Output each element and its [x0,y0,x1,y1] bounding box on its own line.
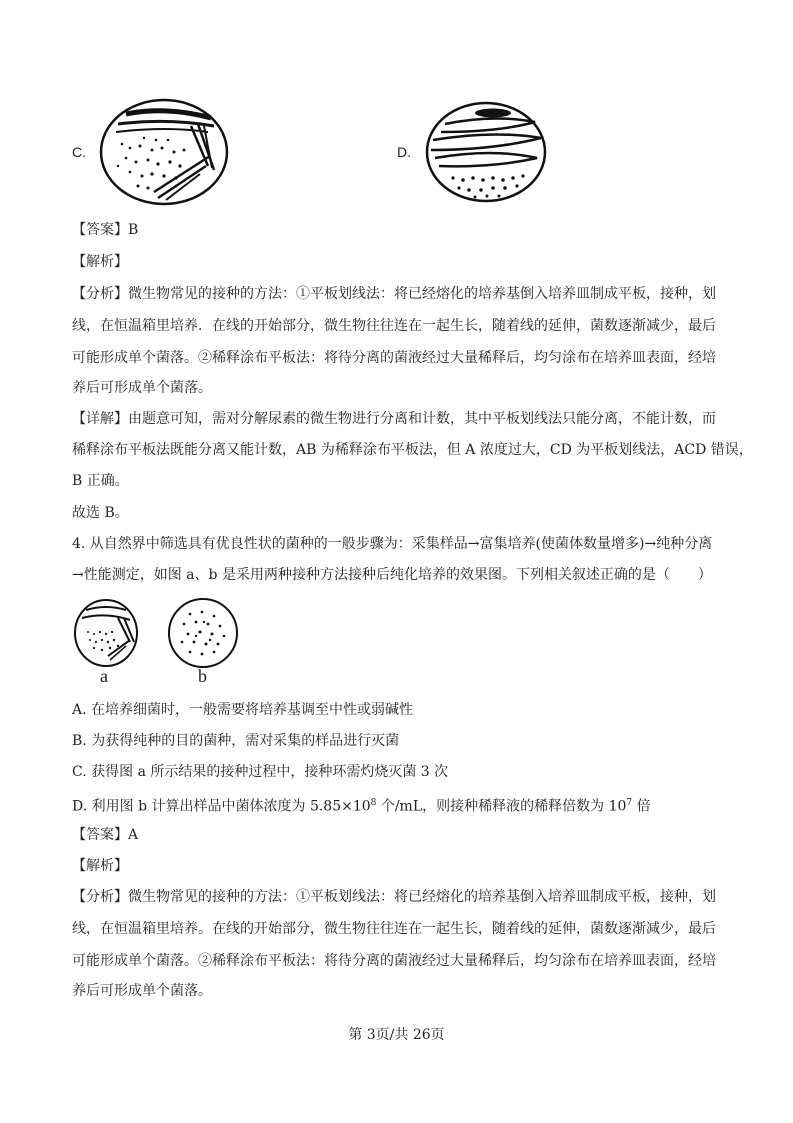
option-c-label: C. [72,144,86,160]
option-d-plate-figure [423,100,553,210]
q4-analysis-line: 养后可形成单个菌落。 [72,983,212,999]
q4-option-d-exponent-2: 7 [626,798,633,808]
q4-option-c: C. 获得图 a 所示结果的接种过程中，接种环需灼烧灭菌 3 次 [72,764,449,780]
q4-analysis-line: 可能形成单个菌落。②稀释涂布平板法：将待分离的菌液经过大量稀释后，均匀涂布在培养皿表面，经培 [72,953,716,969]
q4-option-d [72,793,651,817]
q3-analysis-line: 可能形成单个菌落。②稀释涂布平板法：将待分离的菌液经过大量稀释后，均匀涂布在培养皿表面，经培 [72,350,716,366]
q4-option-b: B. 为获得纯种的目的菌种，需对采集的样品进行灭菌 [72,733,400,749]
q4-option-d-middle: 个/mL，则接种稀释液的稀释倍数为 10 [376,798,627,815]
q3-analysis-header: 【解析】 [72,254,128,270]
q4-option-d-suffix: 倍 [632,798,651,815]
q4-figure-b-label: b [198,666,207,686]
option-c-plate-figure [96,96,236,216]
q4-stem-line: 4. 从自然界中筛选具有优良性状的菌种的一般步骤为：采集样品→富集培养(使菌体数量增多)→纯种分离 [72,536,713,552]
q3-analysis-line: 【分析】微生物常见的接种的方法：①平板划线法：将已经熔化的培养基倒入培养皿制成平板，接种，划 [72,286,716,302]
q4-figure-b-plate [166,596,246,676]
q3-analysis-line: 线，在恒温箱里培养．在线的开始部分，微生物往往连在一起生长，随着线的延伸，菌数逐渐减少，最后 [72,318,716,334]
q4-stem-line: →性能测定，如图 a、b 是采用两种接种方法接种后纯化培养的效果图。下列相关叙述正确的是（ ） [72,567,712,583]
q4-option-d-prefix: D. 利用图 b 计算出样品中菌体浓度为 5.85×10 [72,798,371,815]
q3-detail-line: 【详解】由题意可知，需对分解尿素的微生物进行分离和计数，其中平板划线法只能分离，不能计数，而 [72,411,716,427]
page-footer: 第 3页/共 26页 [348,1027,445,1043]
q3-analysis-line: 养后可形成单个菌落。 [72,380,212,396]
q4-answer: 【答案】A [72,827,139,843]
q4-option-d-exponent-1: 8 [370,798,377,808]
q4-option-a: A. 在培养细菌时，一般需要将培养基调至中性或弱碱性 [72,702,414,718]
q4-analysis-line: 线，在恒温箱里培养。在线的开始部分，微生物往往连在一起生长，随着线的延伸，菌数逐渐减少，最后 [72,921,716,937]
q3-answer: 【答案】B [72,222,139,238]
q3-conclusion: 故选 B。 [72,505,129,521]
q4-analysis-line: 【分析】微生物常见的接种的方法：①平板划线法：将已经熔化的培养基倒入培养皿制成平板，接种，划 [72,889,716,905]
q4-analysis-header: 【解析】 [72,858,128,874]
q3-detail-line: B 正确。 [72,473,129,489]
option-d-label: D. [397,144,411,160]
q4-figure-a-plate [72,596,152,676]
q3-detail-line: 稀释涂布平板法既能分离又能计数，AB 为稀释涂布平板法，但 A 浓度过大，CD 为平板划线法，ACD 错误， [72,442,753,458]
q4-figure-a-label: a [100,666,108,686]
